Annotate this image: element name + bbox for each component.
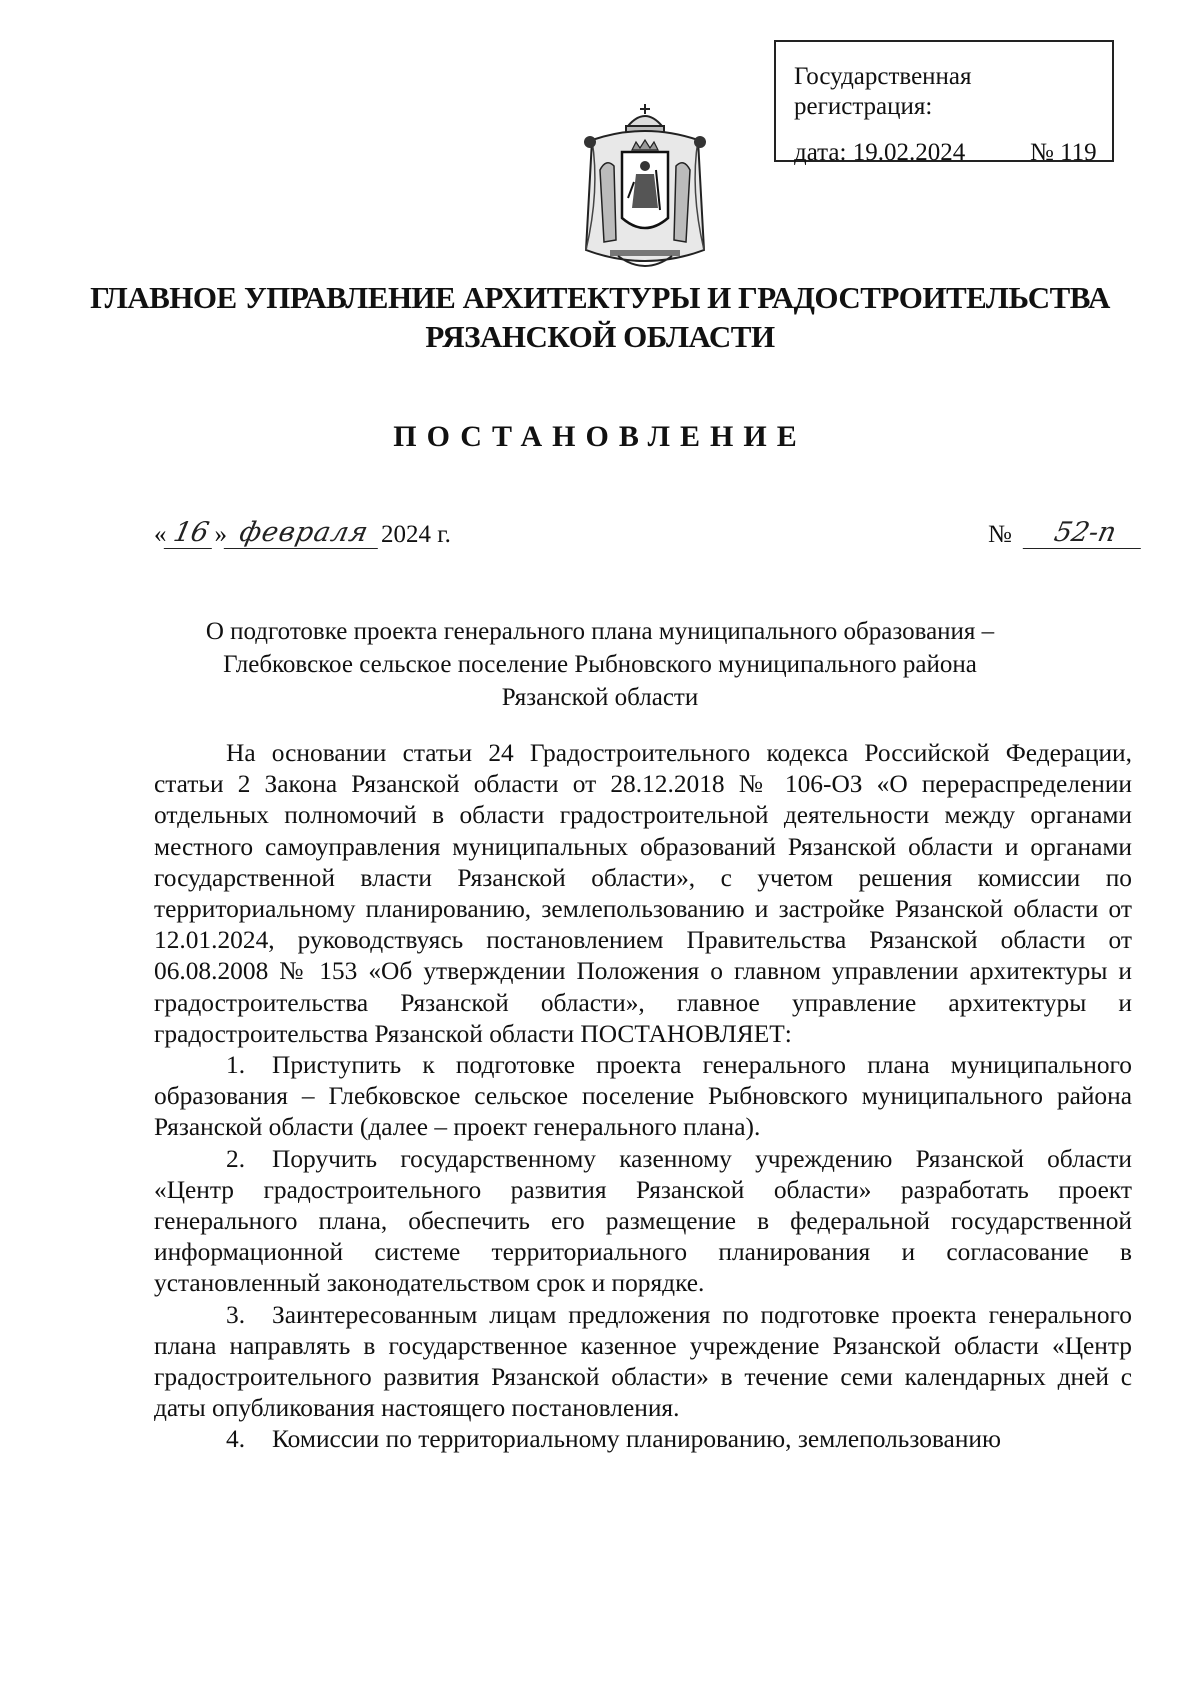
list-item bbox=[154, 1300, 1132, 1425]
item-text: Приступить к подготовке проекта генерального плана муниципального образования – Глебковское сельское поселение Рыбновского муниципального района Рязанской области (далее – проект генерального плана). bbox=[154, 1051, 1132, 1142]
handwritten-day: 16 bbox=[163, 518, 218, 549]
document-date bbox=[154, 518, 451, 549]
organization-title-line2: РЯЗАНСКОЙ ОБЛАСТИ bbox=[425, 319, 775, 354]
registration-heading: Государственная регистрация: bbox=[794, 63, 972, 120]
item-number: 1. bbox=[226, 1051, 246, 1080]
document-body bbox=[154, 738, 1132, 1456]
item-text: Заинтересованным лицам предложения по подготовке проекта генерального плана направлять в государственное казенное учреждение Рязанской области «Центр градостроительного развития Рязанской области» в течение семи календарных дней с даты опубликования настоящего постановления. bbox=[154, 1300, 1132, 1423]
list-item bbox=[154, 1050, 1132, 1144]
handwritten-number: 52-п bbox=[1023, 518, 1148, 549]
subject-line1: О подготовке проекта генерального плана муниципального образования – bbox=[205, 618, 995, 645]
number-label: № bbox=[988, 521, 1012, 548]
preamble-paragraph: На основании статьи 24 Градостроительного кодекса Российской Федерации, статьи 2 Закона Рязанской области от 28.12.2018 № 106-ОЗ «О перераспределении отдельных полномочий в области градостроительной деятельности между органами местного самоуправления муниципальных образований Рязанской области и органами государственной власти Рязанской области», с учетом решения комиссии по территориальному планированию, землепользованию и застройке Рязанской области от 12.01.2024, руководствуясь постановлением Правительства Рязанской области от 06.08.2008 № 153 «Об утверждении Положения о главном управлении архитектуры и градостроительства Рязанской области», главное управление архитектуры и градостроительства Рязанской области ПОСТАНОВЛЯЕТ: bbox=[154, 739, 1132, 1048]
organization-title-line1: ГЛАВНОЕ УПРАВЛЕНИЕ АРХИТЕКТУРЫ И ГРАДОСТРОИТЕЛЬСТВА bbox=[90, 280, 1110, 315]
registration-date: дата: 19.02.2024 bbox=[794, 139, 966, 166]
list-item bbox=[154, 1424, 1132, 1455]
registration-stamp bbox=[774, 40, 1114, 166]
subject-line3: Рязанской области bbox=[501, 684, 699, 711]
item-text: Комиссии по территориальному планированию, землепользованию bbox=[272, 1425, 1001, 1454]
list-item bbox=[154, 1144, 1132, 1300]
document-subject bbox=[150, 615, 1050, 714]
handwritten-month: февраля bbox=[224, 518, 385, 549]
item-number: 4. bbox=[226, 1425, 246, 1454]
registration-details bbox=[794, 138, 1112, 168]
registration-number: № 119 bbox=[1030, 139, 1097, 166]
document-type-heading: ПОСТАНОВЛЕНИЕ bbox=[393, 420, 807, 453]
item-text: Поручить государственному казенному учреждению Рязанской области «Центр градостроительного развития Рязанской области» разработать проект генерального плана, обеспечить его размещение в федеральной государственной информационной системе территориального планирования и согласование в установленный законодательством срок и порядке. bbox=[154, 1144, 1132, 1298]
item-number: 2. bbox=[226, 1144, 246, 1173]
organization-title bbox=[0, 278, 1200, 356]
item-number: 3. bbox=[226, 1300, 246, 1329]
date-close-quote: » bbox=[214, 521, 227, 548]
document-number bbox=[988, 518, 1144, 549]
date-year: 2024 г. bbox=[381, 521, 451, 548]
date-open-quote: « bbox=[154, 521, 167, 548]
subject-line2: Глебковское сельское поселение Рыбновского муниципального района bbox=[223, 651, 977, 678]
ryazan-coat-of-arms-icon bbox=[570, 100, 720, 278]
